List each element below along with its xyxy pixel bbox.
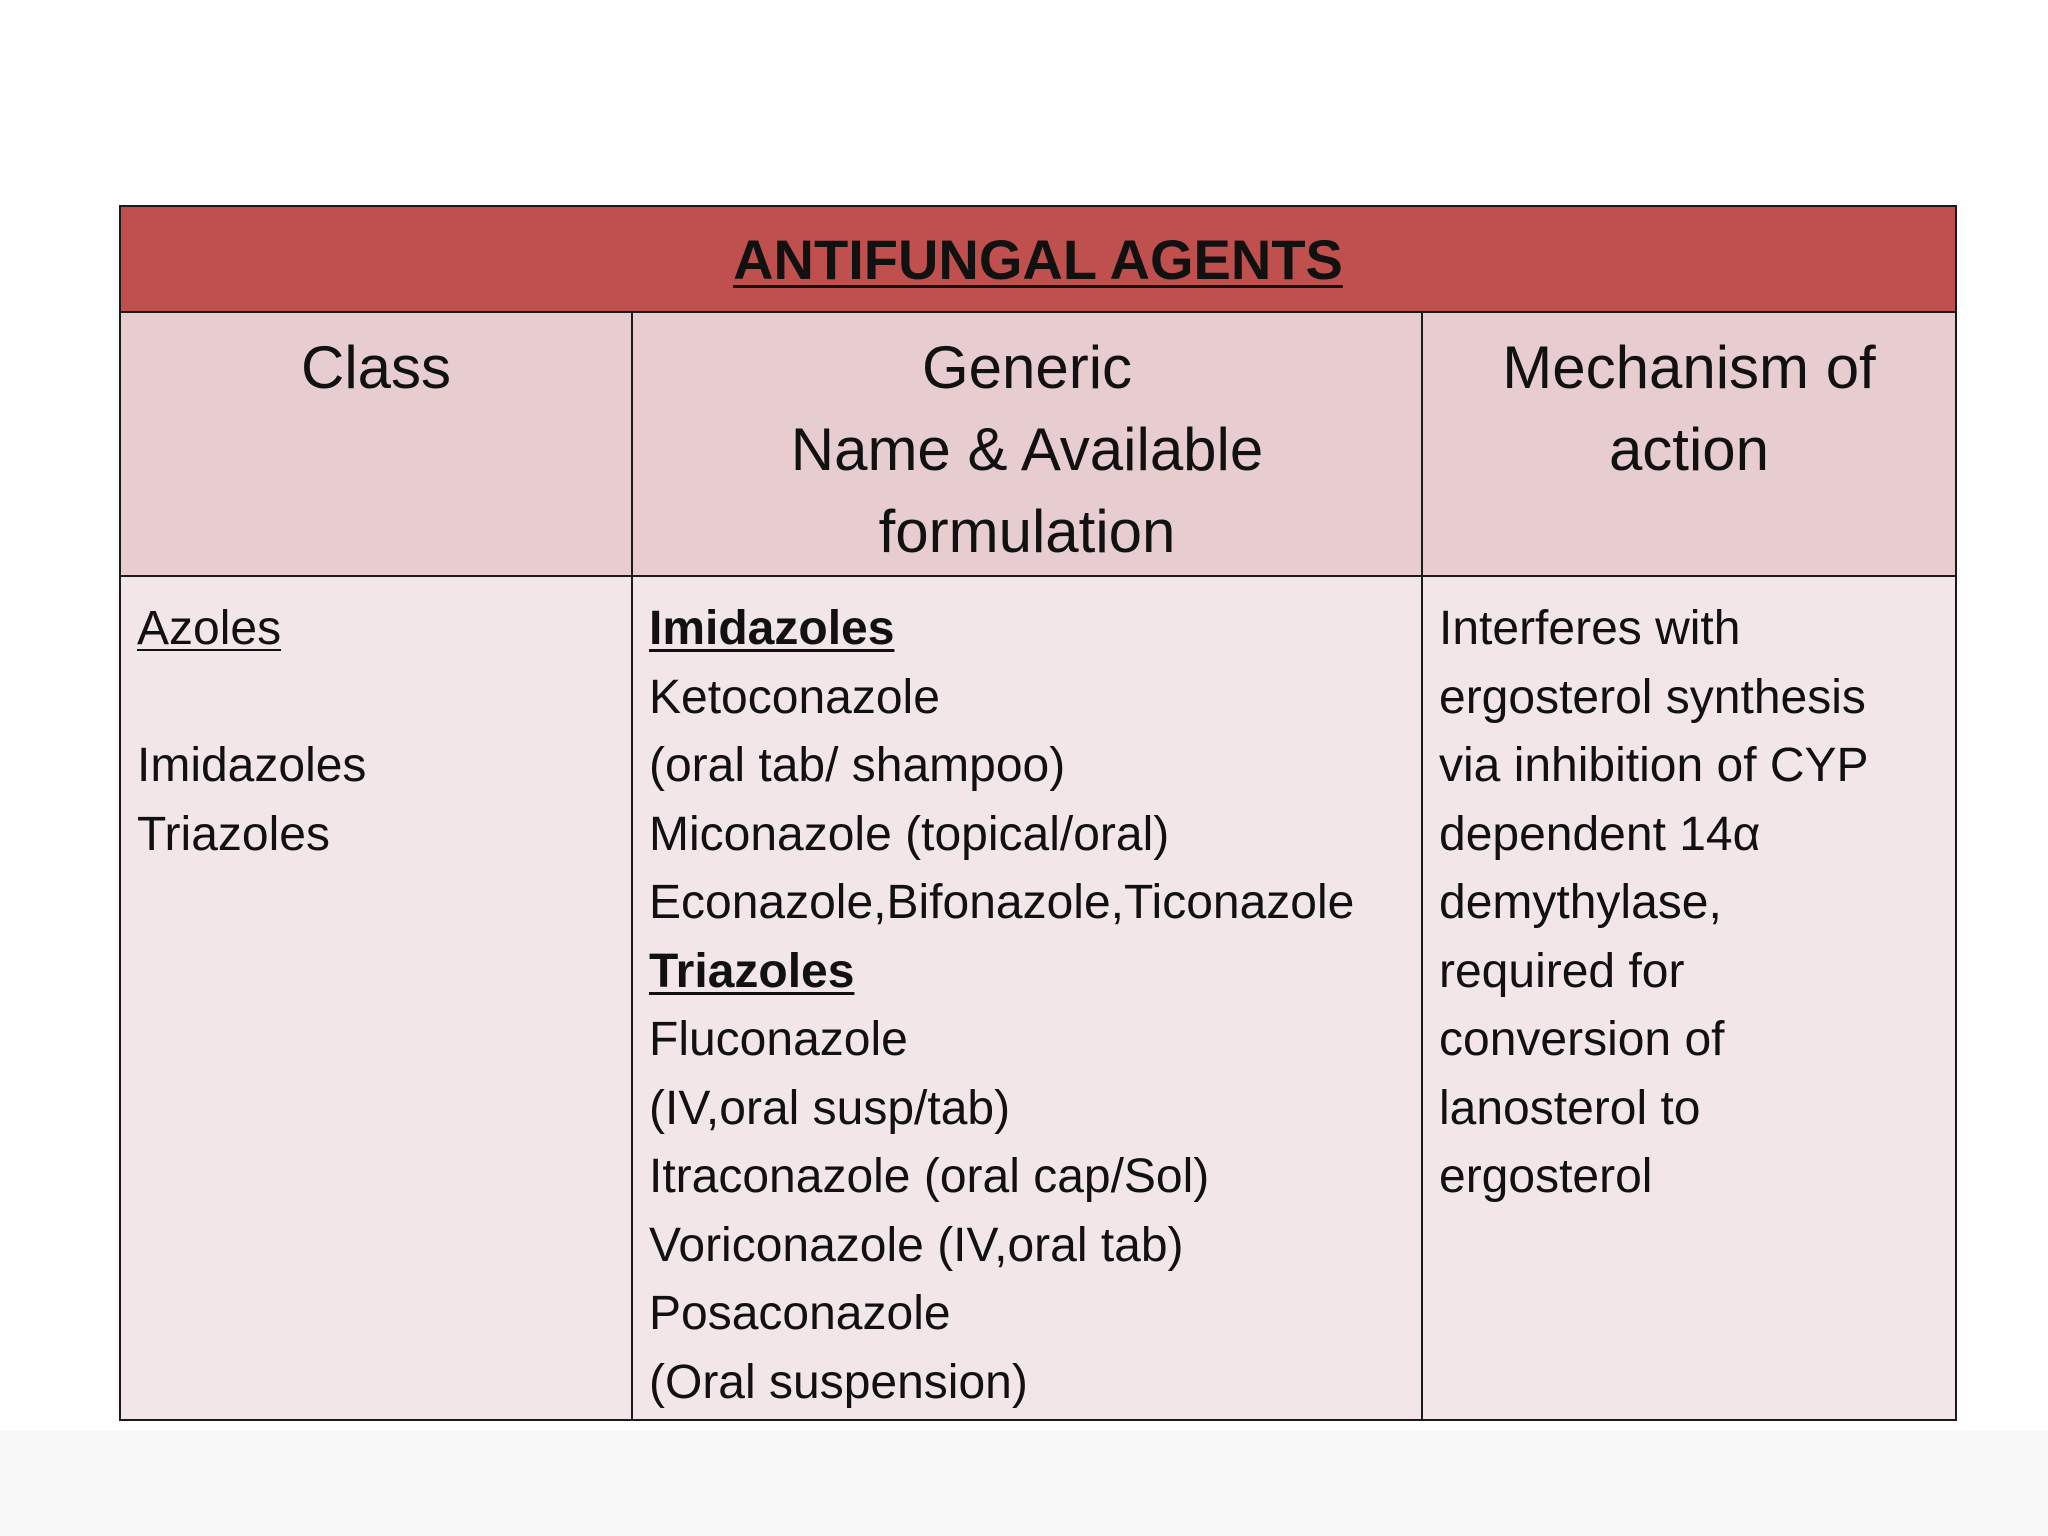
mechanism-line: conversion of	[1439, 1013, 1725, 1066]
class-item: Triazoles	[137, 807, 330, 861]
table-title: ANTIFUNGAL AGENTS	[733, 227, 1343, 291]
header-mechanism-line: action	[1608, 416, 1770, 483]
generic-line: Ketoconazole	[649, 670, 940, 724]
generic-line: (IV,oral susp/tab)	[649, 1081, 1011, 1135]
mechanism-line: via inhibition of CYP	[1439, 739, 1869, 792]
generic-line: Econazole,Bifonazole,Ticonazole	[649, 876, 1355, 929]
table-header-row	[120, 312, 1956, 576]
header-generic-line: Generic	[921, 334, 1133, 401]
generic-line: Miconazole (topical/oral)	[649, 807, 1170, 861]
imidazoles-heading: Imidazoles	[649, 602, 895, 655]
triazoles-heading: Triazoles	[649, 944, 855, 998]
generic-line: Fluconazole	[649, 1013, 908, 1066]
mechanism-line: required for	[1439, 944, 1685, 998]
mechanism-cell	[1422, 576, 1956, 1420]
generic-line: Itraconazole (oral cap/Sol)	[649, 1150, 1210, 1203]
spacer	[137, 664, 615, 733]
slide-bottom-band	[0, 1430, 2048, 1536]
generic-line: Voriconazole (IV,oral tab)	[649, 1218, 1184, 1272]
header-generic	[632, 312, 1422, 576]
header-generic-line: formulation	[878, 498, 1176, 565]
mechanism-line: ergosterol synthesis	[1439, 670, 1866, 724]
mechanism-line: ergosterol	[1439, 1150, 1653, 1203]
antifungal-agents-table	[119, 205, 1957, 1421]
header-generic-line: Name & Available	[790, 416, 1264, 483]
class-heading-azoles: Azoles	[137, 602, 282, 655]
mechanism-line: dependent 14α	[1439, 807, 1761, 861]
table-title-cell	[120, 206, 1956, 312]
header-class	[120, 312, 632, 576]
header-mechanism-line: Mechanism of	[1502, 334, 1876, 401]
generic-cell	[632, 576, 1422, 1420]
generic-line: Posaconazole	[649, 1287, 951, 1340]
class-cell	[120, 576, 632, 1420]
mechanism-line: Interferes with	[1439, 602, 1741, 655]
mechanism-line: lanosterol to	[1439, 1081, 1701, 1135]
generic-line: (Oral suspension)	[649, 1355, 1028, 1409]
mechanism-line: demythylase,	[1439, 876, 1722, 929]
table-title-row	[120, 206, 1956, 312]
table-body-row	[120, 576, 1956, 1420]
header-mechanism	[1422, 312, 1956, 576]
class-item: Imidazoles	[137, 739, 367, 792]
header-class-label: Class	[300, 334, 452, 401]
generic-line: (oral tab/ shampoo)	[649, 739, 1066, 792]
